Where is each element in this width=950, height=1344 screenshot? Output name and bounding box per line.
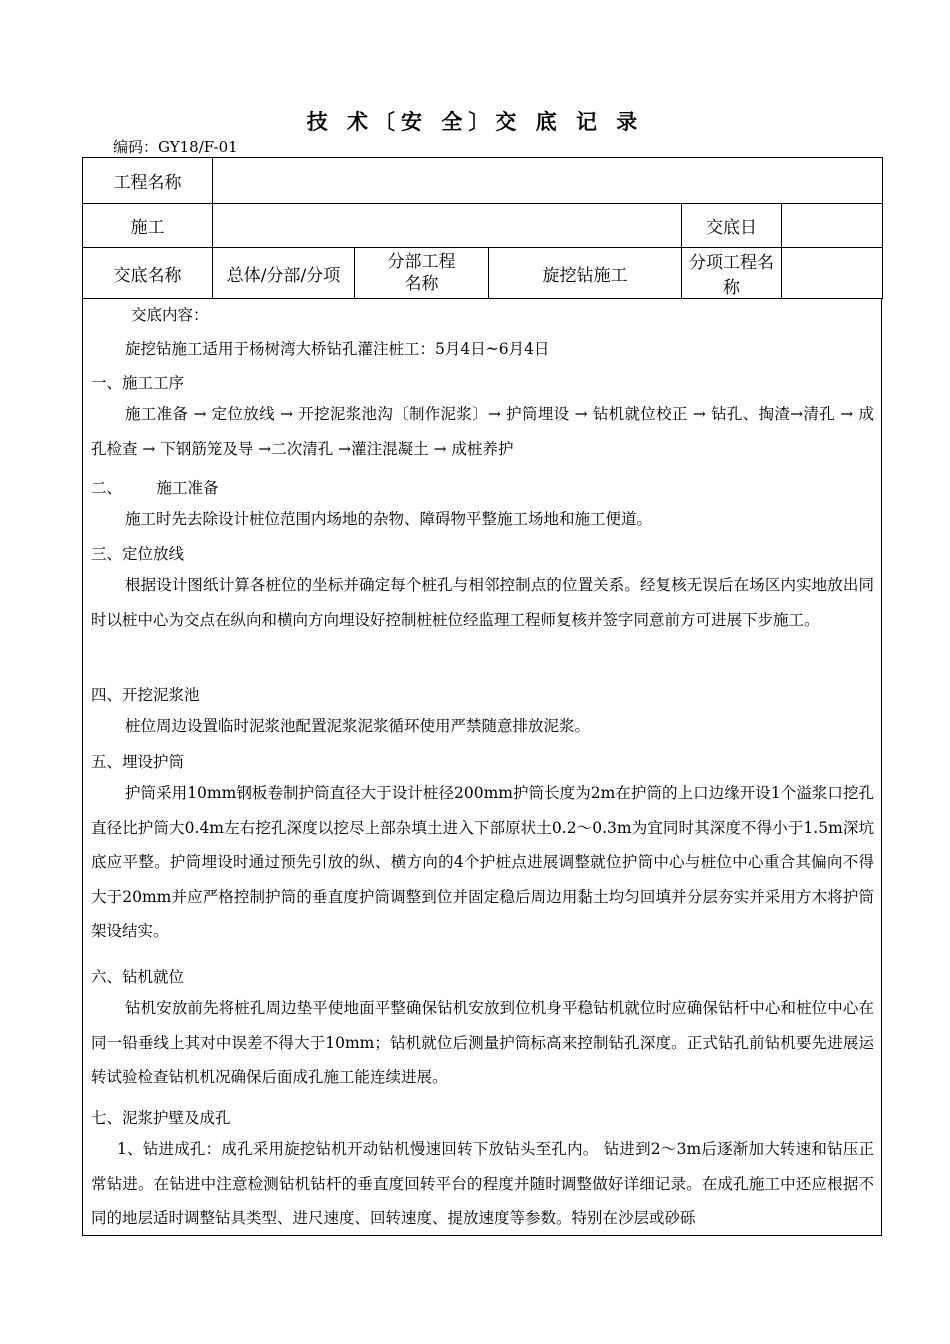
sub-project-value: 旋挖钻施工 xyxy=(489,248,682,299)
item-project-label: 分项工程名称 xyxy=(682,248,782,299)
content-heading: 交底内容： xyxy=(131,306,209,324)
sub-project-label-line2: 名称 xyxy=(404,274,439,294)
section-3-title: 三、定位放线 xyxy=(91,545,185,563)
handover-content-box xyxy=(82,298,882,1236)
content-intro: 旋挖钻施工适用于杨树湾大桥钻孔灌注桩工：5月4日~6月4日 xyxy=(125,340,550,358)
section-6-body: 钻机安放前先将桩孔周边垫平使地面平整确保钻机安放到位机身平稳钻机就位时应确保钻杆中心和桩位中心在同一铅垂线上其对中误差不得大于10mm；钻机就位后测量护筒标高来控制钻孔深度。正式钻孔前钻机要先进展运转试验检查钻机机况确保后面成孔施工能连续进展。 xyxy=(91,999,874,1086)
document-code: 编码：GY18/F-01 xyxy=(113,138,238,156)
project-name-label: 工程名称 xyxy=(83,158,213,204)
document-title: 技 术〔安 全〕交 底 记 录 xyxy=(306,109,644,134)
section-3-body: 根据设计图纸计算各桩位的坐标并确定每个桩孔与相邻控制点的位置关系。经复核无误后在场区内实地放出同时以桩中心为交点在纵向和横向方向埋设好控制桩桩位经监理工程师复核并签字同意前方可进展下步施工。 xyxy=(91,576,874,629)
sub-project-label-line1: 分部工程 xyxy=(387,252,456,272)
scope-cell: 总体/分部/分项 xyxy=(213,248,355,299)
sub-project-label xyxy=(355,248,489,299)
construction-field[interactable] xyxy=(213,204,682,248)
project-name-field[interactable] xyxy=(213,158,883,204)
section-7-title: 七、泥浆护壁及成孔 xyxy=(91,1109,231,1127)
section-1-body: 施工准备 → 定位放线 → 开挖泥浆池沟〔制作泥浆〕→ 护筒埋设 → 钻机就位校正 → 钻孔、掏渣→清孔 → 成孔检查 → 下钢筋笼及导 →二次清孔 →灌注混凝土 → 成桩养护 xyxy=(91,405,874,458)
section-5-title: 五、埋设护筒 xyxy=(91,753,185,771)
section-2-body: 施工时先去除设计桩位范围内场地的杂物、障碍物平整施工场地和施工便道。 xyxy=(125,510,653,528)
handover-date-field[interactable] xyxy=(782,204,883,248)
section-7-body: 1、钻进成孔：成孔采用旋挖钻机开动钻机慢速回转下放钻头至孔内。 钻进到2～3m后逐渐加大转速和钻压正常钻进。在钻进中注意检测钻机钻杆的垂直度回转平台的程度并随时调整做好详细记录。在成孔施工中还应根据不同的地层适时调整钻具类型、进尺速度、回转速度、提放速度等参数。特别在沙层或砂砾 xyxy=(91,1140,874,1227)
item-project-field[interactable] xyxy=(782,248,883,299)
section-4-body: 桩位周边设置临时泥浆池配置泥浆泥浆循环使用严禁随意排放泥浆。 xyxy=(125,717,591,735)
section-2-title: 二、 施工准备 xyxy=(91,479,219,497)
section-6-title: 六、钻机就位 xyxy=(91,968,185,986)
construction-label: 施工 xyxy=(83,204,213,248)
section-5-body: 护筒采用10mm钢板卷制护筒直径大于设计桩径200mm护筒长度为2m在护筒的上口边缘开设1个溢浆口挖孔直径比护筒大0.4m左右挖孔深度以挖尽上部杂填土进入下部原状土0.2～0.3m为宜同时其深度不得小于1.5m深坑底应平整。护筒埋设时通过预先引放的纵、横方向的4个护桩点进展调整就位护筒中心与桩位中心重合其偏向不得大于20mm并应严格控制护筒的垂直度护筒调整到位并固定稳后周边用黏土均匀回填并分层夯实并采用方木将护筒架设结实。 xyxy=(91,784,874,940)
section-1-title: 一、施工工序 xyxy=(91,374,185,392)
handover-date-label: 交底日 xyxy=(682,204,782,248)
handover-name-label: 交底名称 xyxy=(83,248,213,299)
section-4-title: 四、开挖泥浆池 xyxy=(91,686,200,704)
handover-form-table xyxy=(82,157,883,299)
